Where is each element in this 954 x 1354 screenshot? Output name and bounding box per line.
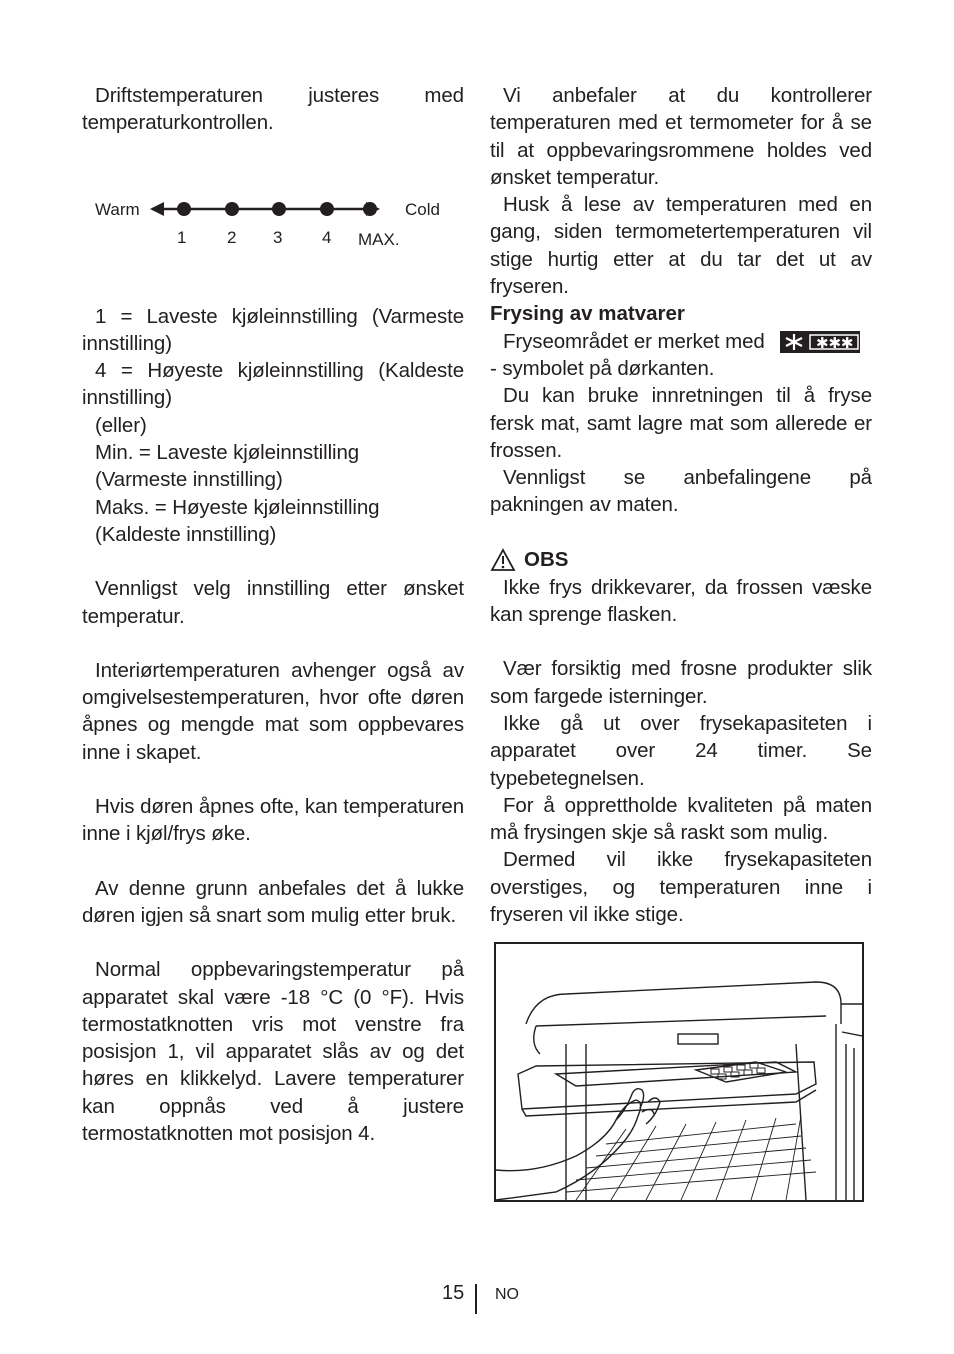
- close-door-paragraph: Av denne grunn anbefales det å lukke døren igjen så snart som mulig etter bruk.: [82, 876, 464, 927]
- right-column: [490, 82, 872, 928]
- quality-paragraph: For å opprettholde kvaliteten på maten må frysingen skje så raskt som mulig.: [490, 793, 872, 845]
- fresh-food-paragraph: Du kan bruke innretningen til å fryse fersk mat, samt lagre mat som allerede er frossen.: [490, 384, 872, 462]
- freezer-drawer-drawing: [496, 944, 862, 1200]
- dial-dot-1: [177, 202, 191, 216]
- setting-line-6: Maks. = Høyeste kjøleinnstilling: [95, 495, 380, 519]
- dial-position-max: MAX.: [358, 229, 400, 249]
- intro-paragraph: Driftstemperaturen justeres med temperaturkontrollen.: [82, 84, 464, 135]
- left-column: [82, 82, 464, 1147]
- dial-position-3: 3: [273, 227, 283, 247]
- obs-heading: [490, 547, 872, 574]
- freezer-illustration: [494, 942, 864, 1202]
- interior-paragraph: Interiørtemperaturen avhenger også av omgivelsestemperaturen, hvor ofte døren åpnes og mengde mat som oppbevares inne i skapet.: [82, 658, 464, 764]
- warm-label: Warm: [95, 199, 140, 219]
- setting-line-3: (eller): [95, 413, 147, 437]
- select-paragraph: Vennligst velg innstilling etter ønsket temperatur.: [82, 577, 464, 628]
- drinks-paragraph: Ikke frys drikkevarer, da frossen væske kan sprenge flasken.: [490, 575, 872, 627]
- freeze-symbol-line: - symbolet på dørkanten.: [490, 356, 715, 380]
- read-temp-paragraph: Husk å lese av temperaturen med en gang, siden termometertemperaturen vil stige hurtig etter at du tar det ut av fryseren.: [490, 193, 872, 299]
- dial-dot-max: [363, 202, 377, 216]
- careful-paragraph: Vær forsiktig med frosne produkter slik som fargede isterninger.: [490, 657, 872, 708]
- setting-line-4: Min. = Laveste kjøleinnstilling: [95, 441, 360, 465]
- dial-position-4: 4: [322, 227, 332, 247]
- obs-label: OBS: [524, 548, 569, 572]
- dial-dot-2: [225, 202, 239, 216]
- temperature-dial-diagram: [82, 181, 464, 251]
- setting-line-2: 4 = Høyeste kjøleinnstilling (Kaldeste innstilling): [82, 359, 464, 410]
- setting-line-1: 1 = Laveste kjøleinnstilling (Varmeste innstilling): [82, 304, 464, 355]
- language-code: NO: [495, 1286, 519, 1303]
- thermometer-paragraph: Vi anbefaler at du kontrollerer temperaturen med et termometer for å se til at oppbevaringsrommene holdes ved ønsket temperatur.: [490, 84, 872, 189]
- page-footer: [0, 1282, 954, 1312]
- setting-line-7: (Kaldeste innstilling): [95, 522, 277, 546]
- freeze-marked-line: [490, 328, 872, 355]
- warm-arrow-icon: [150, 202, 164, 216]
- freezing-heading: Frysing av matvarer: [490, 302, 685, 326]
- page-number: 15: [442, 1282, 465, 1304]
- cold-label: Cold: [405, 199, 440, 219]
- warning-triangle-icon: [490, 548, 516, 572]
- footer-divider: [475, 1284, 477, 1314]
- four-star-freezer-icon: [780, 331, 860, 353]
- dial-scale-graphic: [82, 181, 464, 251]
- setting-line-5: (Varmeste innstilling): [95, 468, 283, 492]
- exceed-paragraph: Dermed vil ikke frysekapasiteten overstiges, og temperaturen inne i fryseren vil ikke stige.: [490, 848, 872, 927]
- svg-text:✱✱✱: ✱✱✱: [816, 334, 854, 353]
- dial-position-2: 2: [227, 227, 237, 247]
- normal-temp-paragraph: Normal oppbevaringstemperatur på apparatet skal være -18 °C (0 °F). Hvis termostatknotten vris mot venstre fra posisjon 1, vil apparatet slås av og det høres en klikkelyd. Lavere temperaturer kan oppnås ved å justere termostatknotten mot posisjon 4.: [82, 958, 464, 1146]
- capacity-paragraph: Ikke gå ut over frysekapasiteten i apparatet over 24 timer. Se typebetegnelsen.: [490, 711, 872, 790]
- door-paragraph: Hvis døren åpnes ofte, kan temperaturen inne i kjøl/frys øke.: [82, 795, 464, 846]
- dial-position-1: 1: [177, 227, 187, 247]
- dial-dot-3: [272, 202, 286, 216]
- packaging-paragraph: Vennligst se anbefalingene på pakningen av maten.: [490, 466, 872, 517]
- freeze-marked-text: Fryseområdet er merket med: [503, 329, 765, 353]
- dial-dot-4: [320, 202, 334, 216]
